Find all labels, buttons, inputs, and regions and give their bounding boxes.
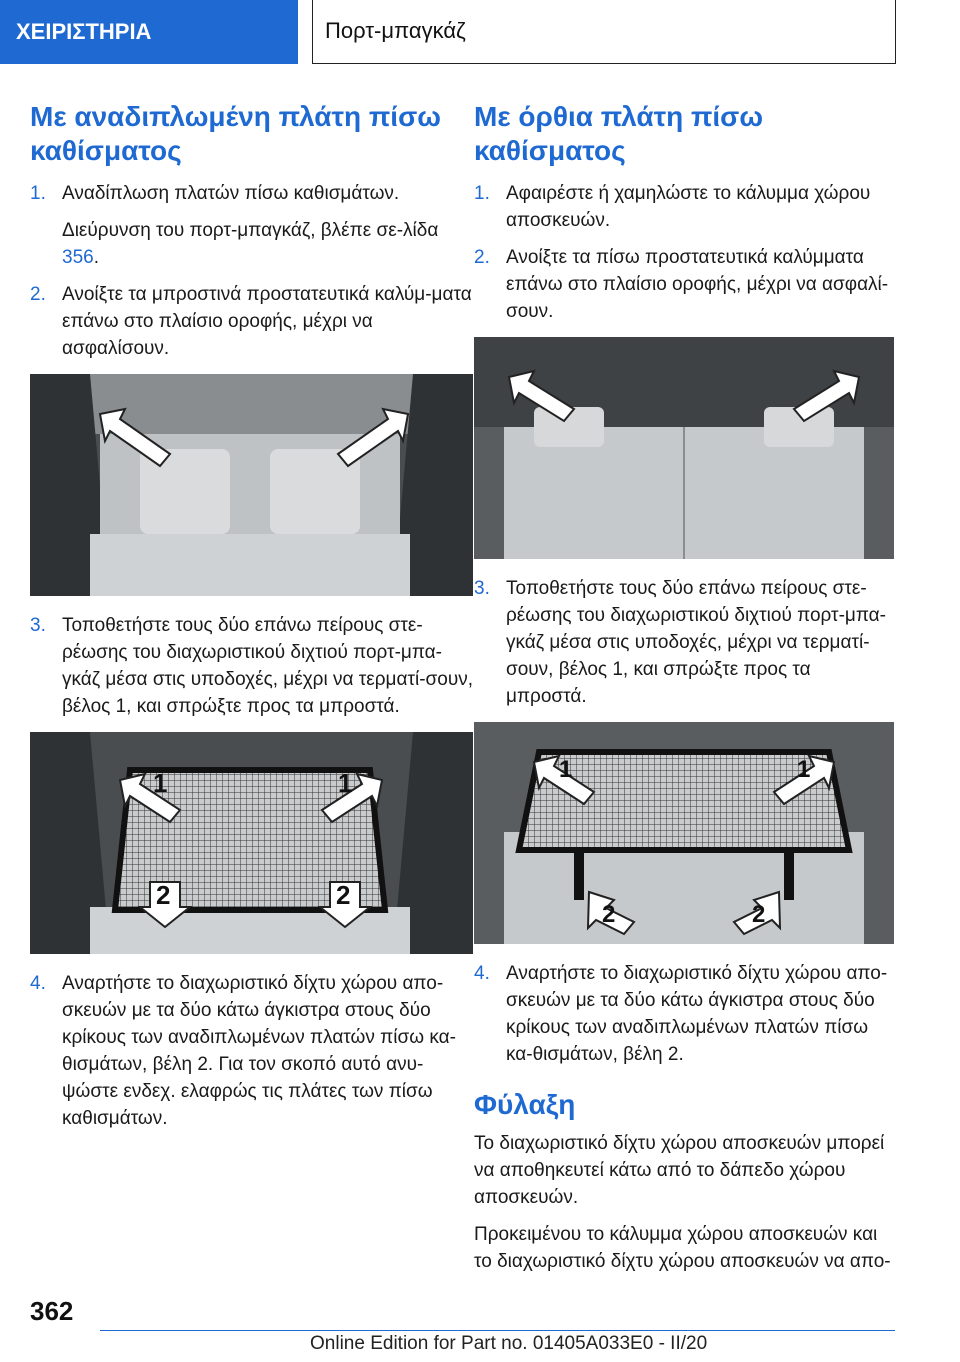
right-step-1	[474, 180, 894, 234]
arrow-label-1b: 1	[338, 768, 353, 798]
photo-net-installed-upright	[474, 722, 894, 944]
right-heading: Με όρθια πλάτη πίσω καθίσματος	[474, 101, 763, 166]
right-step-2	[474, 244, 894, 325]
step-text: Αναδίπλωση πλατών πίσω καθισμάτων.	[62, 183, 400, 204]
left-step-2	[30, 281, 473, 362]
step-number: 3.	[30, 615, 46, 636]
step-text: Τοποθετήστε τους δύο επάνω πείρους στε-ρέωσης του διαχωριστικού διχτιού πορτ-μπα-γκάζ μέσα στις υποδοχές, μέχρι να τερματί-σουν, βέλος 1, και σπρώξτε προς τα μπροστά.	[506, 578, 886, 707]
step-number: 2.	[474, 247, 490, 268]
step-text: Αναρτήστε το διαχωριστικό δίχτυ χώρου απο-σκευών με τα δύο κάτω άγκιστρα στους δύο κρίκους των αναδιπλωμένων πλατών πίσω κα-θισμάτων, βέλη 2.	[506, 963, 888, 1065]
right-column	[474, 100, 894, 1285]
left-heading: Με αναδιπλωμένη πλάτη πίσω καθίσματος	[30, 101, 441, 166]
page-reference-link[interactable]: 356	[62, 247, 94, 268]
storage-heading: Φύλαξη	[474, 1089, 576, 1120]
storage-paragraph-2: Προκειμένου το κάλυμμα χώρου αποσκευών και το διαχωριστικό δίχτυ χώρου αποσκευών να απο-	[474, 1224, 891, 1272]
right-step-4	[474, 960, 894, 1068]
arrow-label-2b: 2	[336, 880, 351, 910]
note-text: Διεύρυνση του πορτ-μπαγκάζ, βλέπε σε-λίδα	[62, 220, 439, 241]
photo-trunk-folded-covers	[30, 374, 473, 596]
footer-divider	[100, 1330, 895, 1331]
step-text: Τοποθετήστε τους δύο επάνω πείρους στε-ρέωσης του διαχωριστικού διχτιού πορτ-μπα-γκάζ μέσα στις υποδοχές, μέχρι να τερματί-σουν, βέλος 1, και σπρώξτε προς τα μπροστά.	[62, 615, 473, 717]
arrow-label-2b: 2	[752, 901, 766, 928]
page-number: 362	[30, 1296, 74, 1326]
arrow-label-1b: 1	[797, 756, 811, 783]
photo-net-installed-folded	[30, 732, 473, 954]
step-number: 2.	[30, 284, 46, 305]
left-note	[30, 217, 473, 271]
step-text: Αναρτήστε το διαχωριστικό δίχτυ χώρου απο-σκευών με τα δύο κάτω άγκιστρα στους δύο κρίκους των αναδιπλωμένων πλατών πίσω κα-θισμάτων, βέλη 2. Για τον σκοπό αυτό ανυ-ψώστε ενδεχ. ελαφρώς τις πλάτες των πίσω καθισμάτων.	[62, 973, 456, 1129]
left-step-1	[30, 180, 473, 207]
arrow-label-1a: 1	[153, 768, 168, 798]
arrow-label-2a: 2	[602, 901, 616, 928]
step-number: 3.	[474, 578, 490, 599]
left-column	[30, 100, 473, 1142]
left-step-4	[30, 970, 473, 1132]
left-step-3	[30, 612, 473, 720]
note-end: .	[93, 247, 99, 268]
step-number: 4.	[30, 973, 46, 994]
footer-edition: Online Edition for Part no. 01405A033E0 - II/20	[310, 1333, 708, 1354]
arrow-label-2a: 2	[156, 880, 171, 910]
right-step-3	[474, 575, 894, 710]
step-number: 1.	[474, 183, 490, 204]
chapter-title: Πορτ-μπαγκάζ	[312, 0, 896, 64]
photo-trunk-upright-covers	[474, 337, 894, 559]
storage-paragraph-1: Το διαχωριστικό δίχτυ χώρου αποσκευών μπορεί να αποθηκευτεί κάτω από το δάπεδο χώρου αποσκευών.	[474, 1133, 885, 1208]
arrow-label-1a: 1	[559, 756, 573, 783]
step-text: Ανοίξτε τα μπροστινά προστατευτικά καλύμ-ματα επάνω στο πλαίσιο οροφής, μέχρι να ασφαλίσουν.	[62, 284, 472, 359]
step-text: Ανοίξτε τα πίσω προστατευτικά καλύμματα επάνω στο πλαίσιο οροφής, μέχρι να ασφαλί-σουν.	[506, 247, 889, 322]
section-tab[interactable]: ΧΕΙΡΙΣΤΗΡΙΑ	[0, 0, 298, 64]
step-number: 1.	[30, 183, 46, 204]
step-text: Αφαιρέστε ή χαμηλώστε το κάλυμμα χώρου αποσκευών.	[506, 183, 871, 231]
step-number: 4.	[474, 963, 490, 984]
